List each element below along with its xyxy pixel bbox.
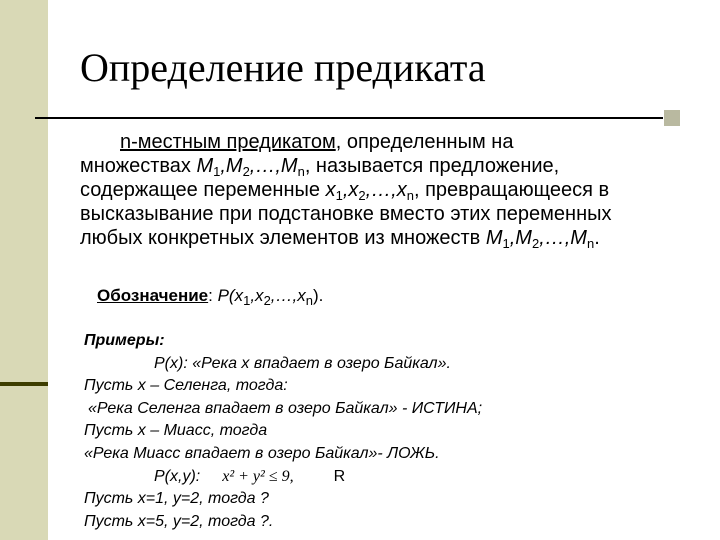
example-line: Пусть x – Миасс, тогда [84,422,268,440]
subscript: n [297,164,305,179]
examples-heading-text: Примеры: [84,332,165,349]
predicate-symbol: ,x [250,286,264,305]
inequality-formula: x² + y² ≤ 9, [222,467,294,485]
subscript: 1 [502,236,510,251]
subscript: 1 [335,188,343,203]
example-line: P(x): «Река x впадает в озеро Байкал». [154,354,451,372]
example-line-formula [84,466,482,489]
definition-line-2 [80,154,700,178]
predicate-symbol: P(x [217,286,244,305]
notation-line [97,285,323,307]
definition-line-4: высказывание при подстановке вместо этих переменных [80,203,612,225]
definition-text: любых конкретных элементов из множеств [80,227,486,249]
subscript: 2 [242,164,250,179]
definition-text: , определенным на [335,131,514,153]
left-bar-accent-line [0,382,48,386]
set-symbol: ,M [220,155,243,177]
subscript: n [305,293,313,308]
set-symbol: M [485,227,503,249]
example-line: «Река Миасс впадает в озеро Байкал»- ЛОЖЬ. [84,444,440,462]
set-symbol: ,…,M [539,227,587,249]
example-line: Пусть x=1, y=2, тогда ? [84,490,269,508]
subscript: 2 [358,188,366,203]
left-decorative-bar [0,0,48,540]
definition-text: содержащее переменные [80,179,326,201]
example-line: Пусть x=5, y=2, тогда ?. [84,512,274,530]
variable-symbol: x [325,179,336,201]
subscript: n [586,236,595,251]
definition-line-5 [80,226,700,250]
examples-heading [84,330,482,353]
definition-text: множествах [80,155,197,177]
definition-paragraph [80,130,700,250]
example-line: Пусть x – Селенга, тогда: [84,377,288,395]
notation-end: ). [312,286,324,305]
examples-block [84,330,482,533]
title-divider [35,117,663,119]
definition-text: . [594,227,600,249]
subscript: 2 [263,293,271,308]
set-symbol: M [196,155,214,177]
definition-term: n-местным предикатом [120,131,336,153]
set-symbol: ,M [509,227,532,249]
reals-symbol: R [333,467,346,485]
predicate-symbol: ,…,x [270,286,306,305]
subscript: 1 [213,164,221,179]
subscript: n [406,188,414,203]
definition-line-1 [80,130,700,154]
definition-text: , называется предложение, [304,155,560,177]
notation-separator: : [208,286,218,305]
set-symbol: ,…,M [249,155,298,177]
definition-text: , превращающееся в [413,179,610,201]
slide-title: Определение предиката [80,45,486,90]
example-line: «Река Селенга впадает в озеро Байкал» - ИСТИНА; [88,399,483,417]
notation-label: Обозначение [97,286,209,305]
variable-symbol: ,…,x [365,179,407,201]
variable-symbol: ,x [342,179,359,201]
subscript: 2 [531,236,540,251]
definition-line-3 [80,178,700,202]
decorative-square [664,110,680,126]
example-predicate: P(x,y): [154,467,201,485]
subscript: 1 [243,293,251,308]
